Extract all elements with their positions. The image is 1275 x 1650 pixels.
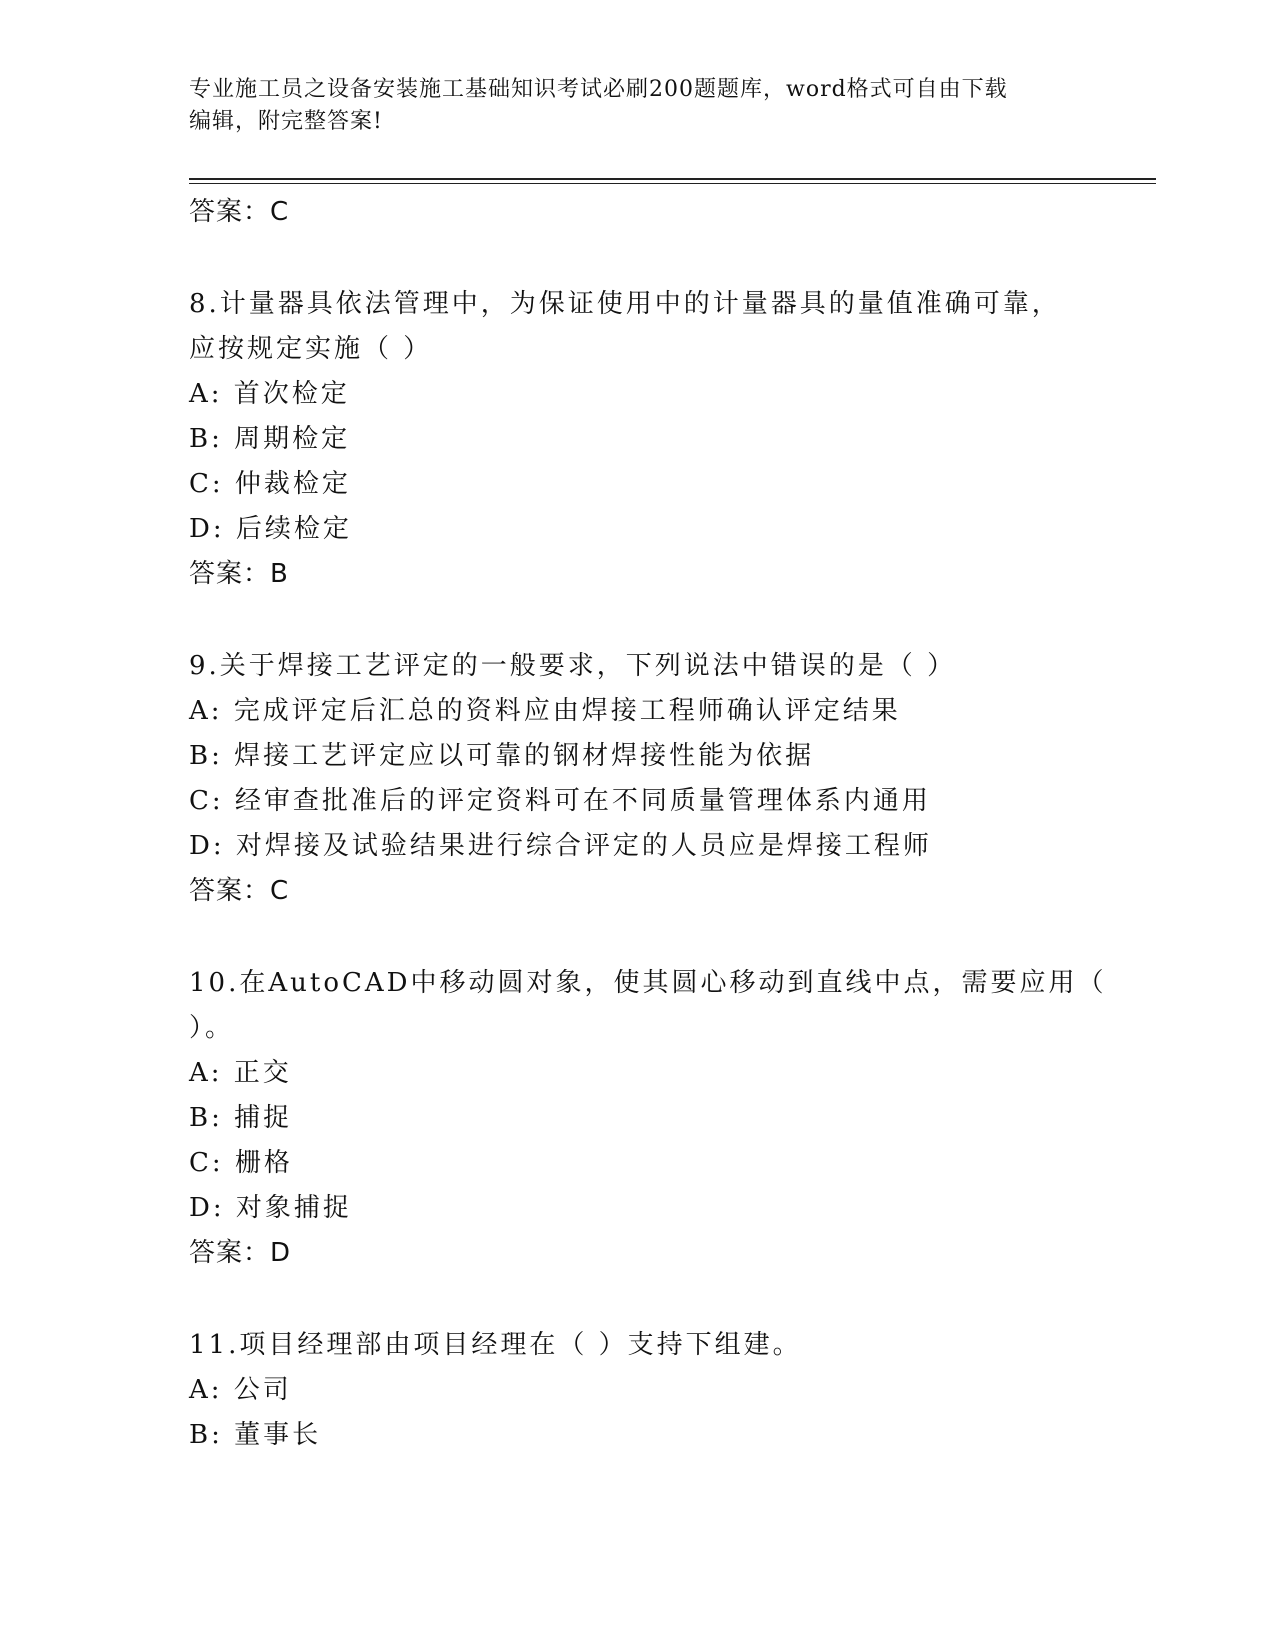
option-c: C: 仲裁检定: [189, 469, 351, 499]
document-header: [189, 74, 1089, 138]
option-b: B: 焊接工艺评定应以可靠的钢材焊接性能为依据: [189, 741, 815, 771]
answer: 答案：B: [189, 559, 289, 589]
option-a: A: 正交: [189, 1058, 292, 1088]
header-line-1: 专业施工员之设备安装施工基础知识考试必刷200题题库，word格式可自由下载: [189, 77, 1008, 102]
question-stem: 应按规定实施（ ）: [189, 334, 433, 364]
option-a: A: 首次检定: [189, 379, 350, 409]
header-rule-thick: [189, 178, 1156, 180]
question-stem: 10.在AutoCAD中移动圆对象，使其圆心移动到直线中点，需要应用（: [189, 968, 1107, 998]
header-rule-thin: [189, 183, 1156, 184]
header-line-2: 编辑，附完整答案!: [189, 109, 383, 134]
question-11: [189, 1323, 1089, 1458]
option-d: D: 后续检定: [189, 514, 352, 544]
question-stem: 11.项目经理部由项目经理在（ ）支持下组建。: [189, 1330, 802, 1360]
option-a: A: 完成评定后汇总的资料应由焊接工程师确认评定结果: [189, 696, 901, 726]
question-stem: ）。: [189, 1013, 235, 1043]
question-10: [189, 961, 1107, 1276]
answer: 答案：D: [189, 1238, 292, 1268]
option-c: C: 经审查批准后的评定资料可在不同质量管理体系内通用: [189, 786, 931, 816]
option-c: C: 栅格: [189, 1148, 293, 1178]
option-d: D: 对象捕捉: [189, 1193, 352, 1223]
question-8: [189, 282, 1089, 597]
option-a: A: 公司: [189, 1375, 292, 1405]
answer: 答案：C: [189, 876, 290, 906]
option-d: D: 对焊接及试验结果进行综合评定的人员应是焊接工程师: [189, 831, 932, 861]
question-stem: 9.关于焊接工艺评定的一般要求，下列说法中错误的是（ ）: [189, 651, 957, 681]
question-list: [189, 190, 1107, 1458]
question-stem: 8.计量器具依法管理中，为保证使用中的计量器具的量值准确可靠，: [189, 289, 1061, 319]
option-b: B: 董事长: [189, 1420, 322, 1450]
question-9: [189, 644, 1089, 914]
option-b: B: 捕捉: [189, 1103, 293, 1133]
previous-answer: 答案：C: [189, 197, 290, 227]
option-b: B: 周期检定: [189, 424, 351, 454]
